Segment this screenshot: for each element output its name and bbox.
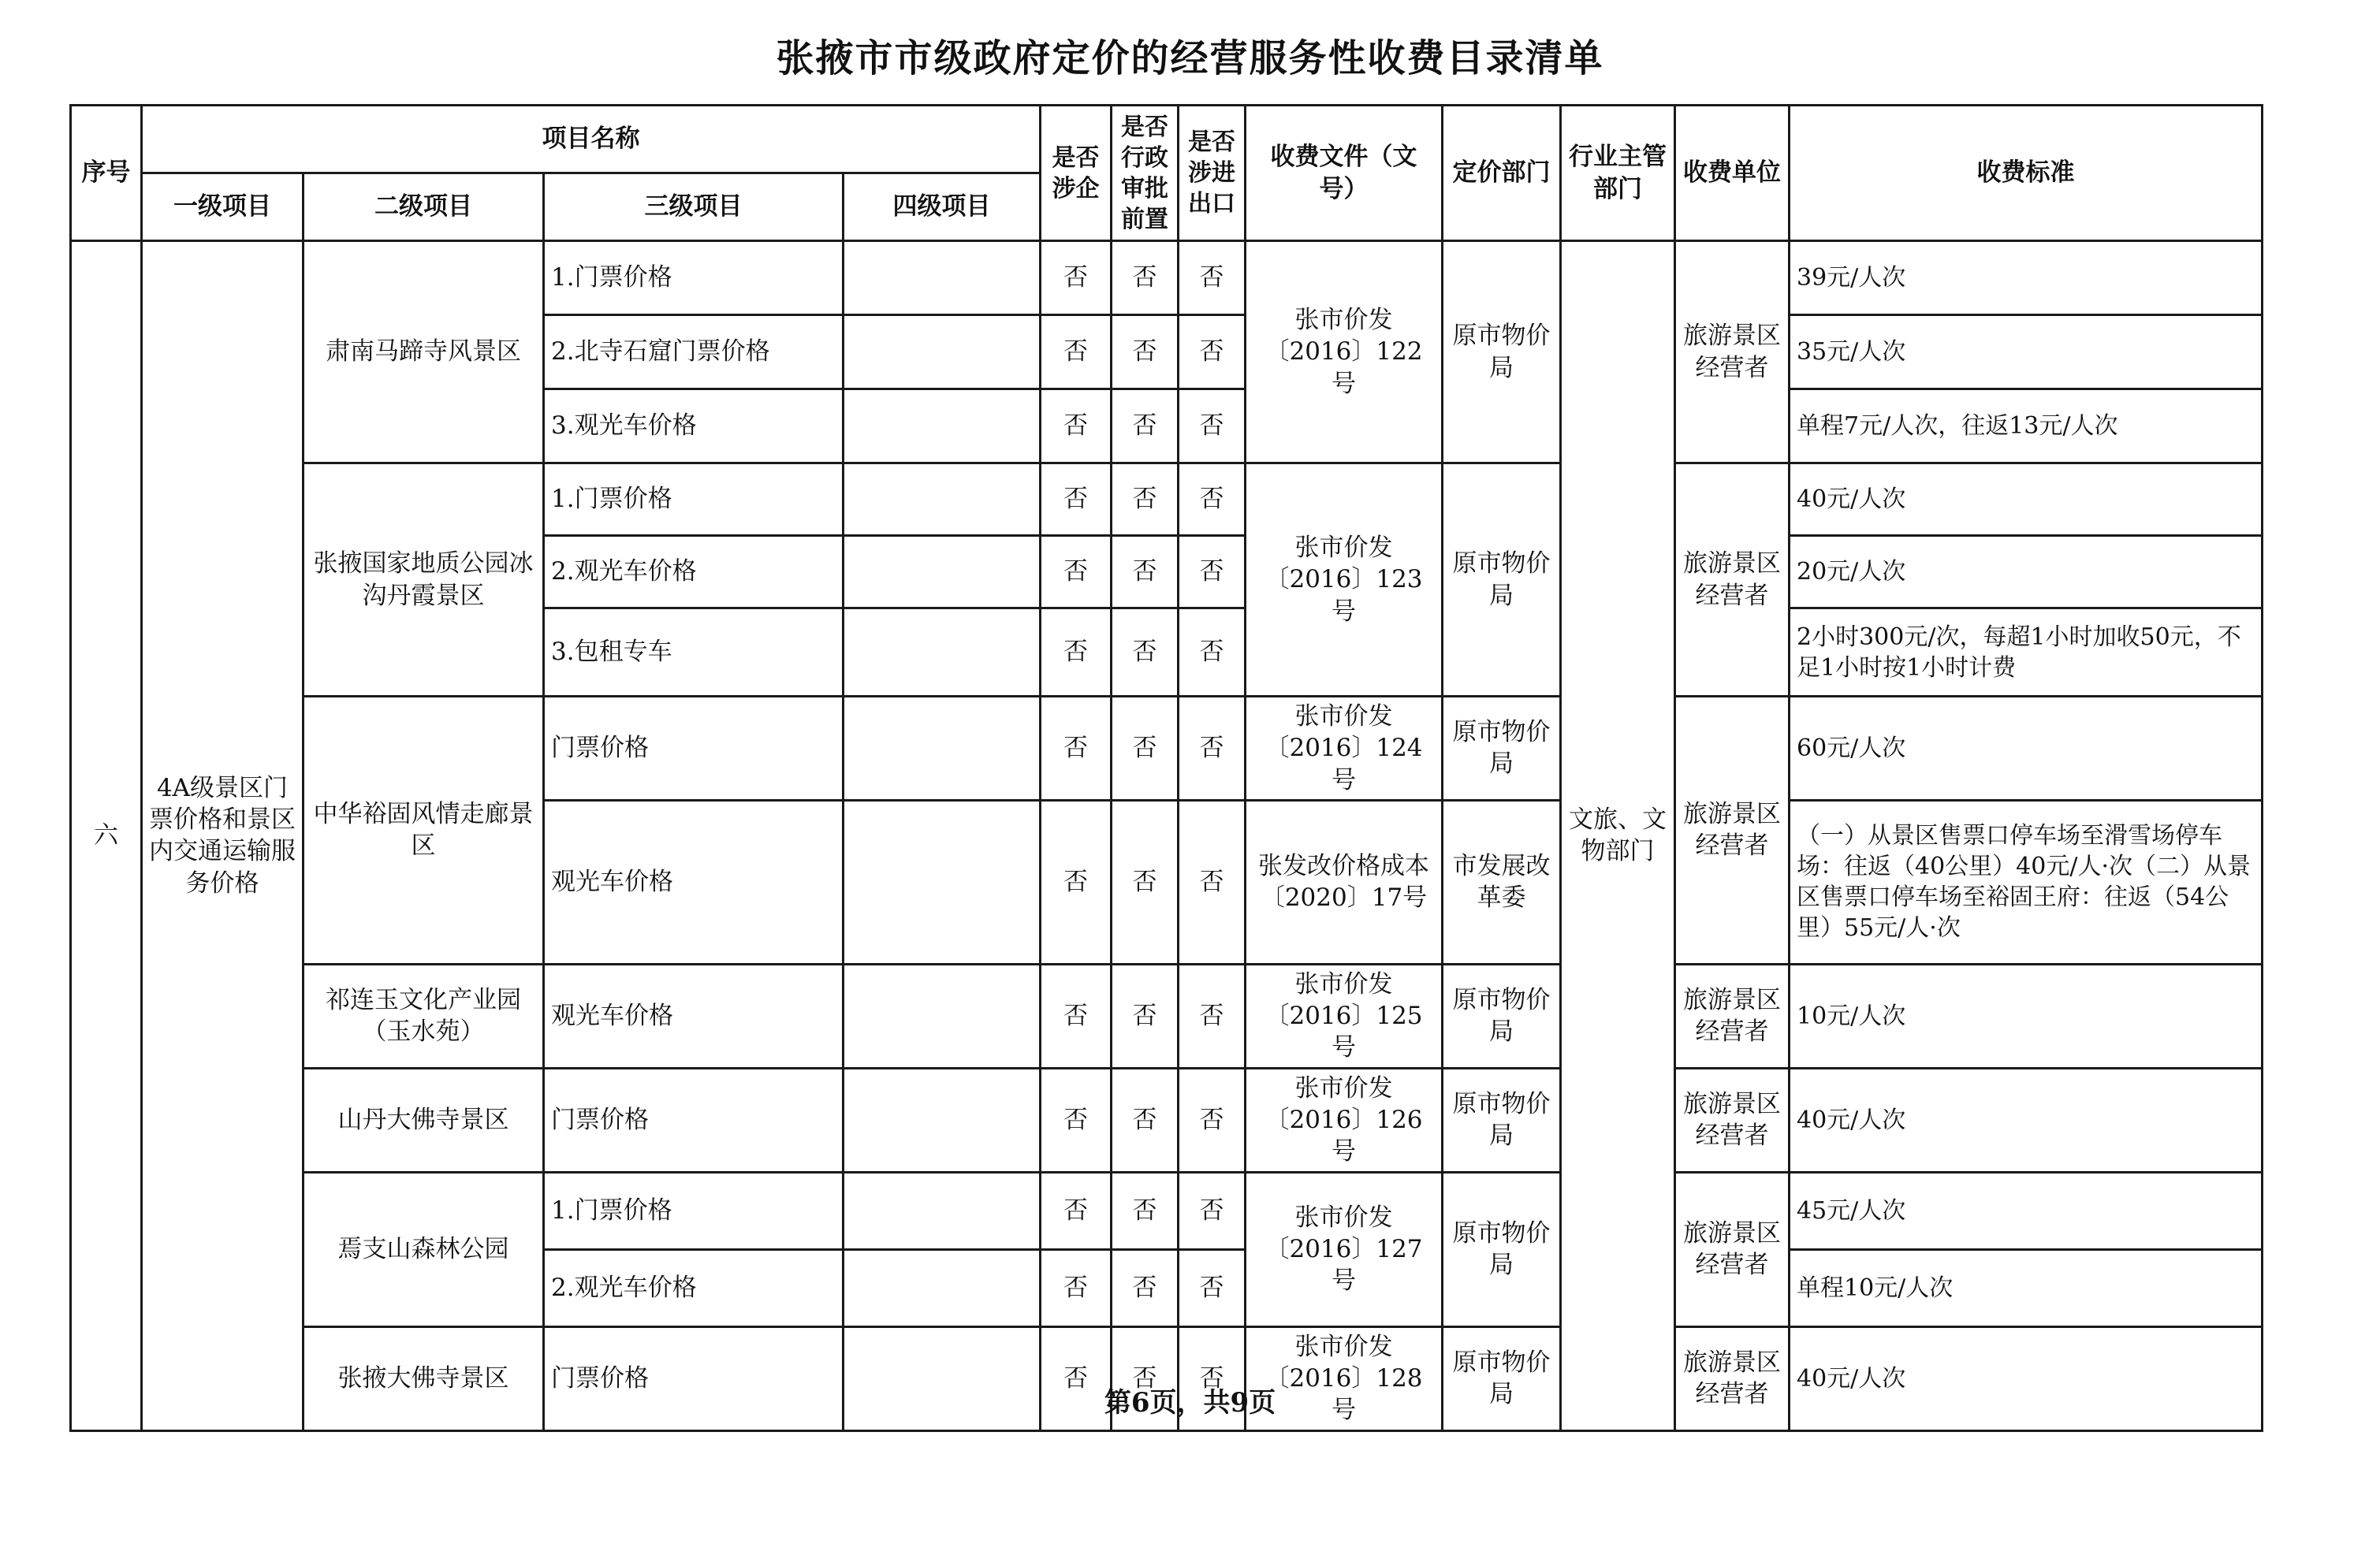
fee-standard-cell: 10元/人次 bbox=[1790, 964, 2263, 1068]
fee-document-cell: 张市价发〔2016〕128号 bbox=[1246, 1326, 1443, 1430]
flag-import-export: 否 bbox=[1179, 608, 1246, 697]
fee-document-cell: 张市价发〔2016〕124号 bbox=[1246, 697, 1443, 801]
header-import-export: 是否涉进出口 bbox=[1179, 106, 1246, 241]
flag-import-export: 否 bbox=[1179, 964, 1246, 1068]
flag-approval: 否 bbox=[1112, 964, 1179, 1068]
fee-standard-cell: 单程7元/人次，往返13元/人次 bbox=[1790, 389, 2263, 463]
flag-import-export: 否 bbox=[1179, 389, 1246, 463]
pricing-dept-cell: 原市物价局 bbox=[1443, 697, 1561, 801]
collecting-unit-cell: 旅游景区经营者 bbox=[1675, 463, 1790, 697]
level4-cell bbox=[844, 697, 1041, 801]
fee-standard-cell: 60元/人次 bbox=[1790, 697, 2263, 801]
flag-import-export: 否 bbox=[1179, 1172, 1246, 1249]
flag-approval: 否 bbox=[1112, 241, 1179, 315]
fee-standard-cell: 40元/人次 bbox=[1790, 1068, 2263, 1172]
pricing-dept-cell: 原市物价局 bbox=[1443, 463, 1561, 697]
flag-enterprise: 否 bbox=[1041, 463, 1112, 536]
flag-approval: 否 bbox=[1112, 608, 1179, 697]
flag-approval: 否 bbox=[1112, 536, 1179, 608]
collecting-unit-cell: 旅游景区经营者 bbox=[1675, 964, 1790, 1068]
level4-cell bbox=[844, 389, 1041, 463]
flag-approval: 否 bbox=[1112, 389, 1179, 463]
fee-standard-cell: 单程10元/人次 bbox=[1790, 1249, 2263, 1326]
page-title: 张掖市市级政府定价的经营服务性收费目录清单 bbox=[776, 36, 1604, 80]
flag-approval: 否 bbox=[1112, 1249, 1179, 1326]
header-involves-enterprise: 是否涉企 bbox=[1041, 106, 1112, 241]
flag-import-export: 否 bbox=[1179, 315, 1246, 389]
fee-document-cell: 张发改价格成本〔2020〕17号 bbox=[1246, 800, 1443, 964]
level4-cell bbox=[844, 608, 1041, 697]
level3-cell: 门票价格 bbox=[544, 697, 844, 801]
level3-cell: 3.包租专车 bbox=[544, 608, 844, 697]
level2-cell: 张掖大佛寺景区 bbox=[304, 1326, 544, 1430]
collecting-unit-cell: 旅游景区经营者 bbox=[1675, 1068, 1790, 1172]
flag-import-export: 否 bbox=[1179, 1249, 1246, 1326]
level4-cell bbox=[844, 1068, 1041, 1172]
table-row bbox=[71, 463, 2263, 536]
header-collecting-unit: 收费单位 bbox=[1675, 106, 1790, 241]
fee-catalog-table bbox=[69, 104, 2263, 1432]
table-row bbox=[71, 1172, 2263, 1249]
flag-enterprise: 否 bbox=[1041, 964, 1112, 1068]
table-row bbox=[71, 1068, 2263, 1172]
flag-enterprise: 否 bbox=[1041, 608, 1112, 697]
level3-cell: 门票价格 bbox=[544, 1326, 844, 1430]
header-fee-document: 收费文件（文号） bbox=[1246, 106, 1443, 241]
level3-cell: 1.门票价格 bbox=[544, 1172, 844, 1249]
table-row bbox=[71, 241, 2263, 315]
header-industry-dept: 行业主管部门 bbox=[1561, 106, 1675, 241]
level2-cell: 山丹大佛寺景区 bbox=[304, 1068, 544, 1172]
flag-import-export: 否 bbox=[1179, 697, 1246, 801]
flag-approval: 否 bbox=[1112, 697, 1179, 801]
flag-enterprise: 否 bbox=[1041, 1172, 1112, 1249]
fee-standard-cell: 20元/人次 bbox=[1790, 536, 2263, 608]
level2-cell: 中华裕固风情走廊景区 bbox=[304, 697, 544, 965]
page-number: 第6页，共9页 bbox=[1104, 1387, 1276, 1419]
level3-cell: 观光车价格 bbox=[544, 800, 844, 964]
fee-document-cell: 张市价发〔2016〕126号 bbox=[1246, 1068, 1443, 1172]
level3-cell: 观光车价格 bbox=[544, 964, 844, 1068]
flag-enterprise: 否 bbox=[1041, 800, 1112, 964]
flag-enterprise: 否 bbox=[1041, 1068, 1112, 1172]
flag-enterprise: 否 bbox=[1041, 241, 1112, 315]
fee-standard-cell: 39元/人次 bbox=[1790, 241, 2263, 315]
flag-import-export: 否 bbox=[1179, 1326, 1246, 1430]
header-admin-approval: 是否行政审批前置 bbox=[1112, 106, 1179, 241]
level4-cell bbox=[844, 536, 1041, 608]
fee-standard-cell: 35元/人次 bbox=[1790, 315, 2263, 389]
flag-enterprise: 否 bbox=[1041, 536, 1112, 608]
fee-standard-cell: 2小时300元/次，每超1小时加收50元，不足1小时按1小时计费 bbox=[1790, 608, 2263, 697]
flag-approval: 否 bbox=[1112, 1172, 1179, 1249]
level4-cell bbox=[844, 800, 1041, 964]
collecting-unit-cell: 旅游景区经营者 bbox=[1675, 1172, 1790, 1326]
flag-enterprise: 否 bbox=[1041, 697, 1112, 801]
level3-cell: 3.观光车价格 bbox=[544, 389, 844, 463]
pricing-dept-cell: 原市物价局 bbox=[1443, 1326, 1561, 1430]
header-level2: 二级项目 bbox=[304, 173, 544, 241]
flag-enterprise: 否 bbox=[1041, 389, 1112, 463]
fee-standard-cell: 45元/人次 bbox=[1790, 1172, 2263, 1249]
table-row bbox=[71, 697, 2263, 801]
level2-cell: 焉支山森林公园 bbox=[304, 1172, 544, 1326]
header-level4: 四级项目 bbox=[844, 173, 1041, 241]
flag-enterprise: 否 bbox=[1041, 315, 1112, 389]
flag-import-export: 否 bbox=[1179, 800, 1246, 964]
header-fee-standard: 收费标准 bbox=[1790, 106, 2263, 241]
level3-cell: 1.门票价格 bbox=[544, 463, 844, 536]
level2-cell: 肃南马蹄寺风景区 bbox=[304, 241, 544, 463]
fee-standard-cell: 40元/人次 bbox=[1790, 1326, 2263, 1430]
flag-import-export: 否 bbox=[1179, 536, 1246, 608]
header-seq: 序号 bbox=[71, 106, 142, 241]
flag-import-export: 否 bbox=[1179, 1068, 1246, 1172]
flag-approval: 否 bbox=[1112, 800, 1179, 964]
level3-cell: 2.观光车价格 bbox=[544, 1249, 844, 1326]
header-pricing-dept: 定价部门 bbox=[1443, 106, 1561, 241]
level2-cell: 祁连玉文化产业园（玉水苑） bbox=[304, 964, 544, 1068]
level3-cell: 2.观光车价格 bbox=[544, 536, 844, 608]
header-project-name: 项目名称 bbox=[142, 106, 1041, 173]
pricing-dept-cell: 原市物价局 bbox=[1443, 241, 1561, 463]
level4-cell bbox=[844, 1249, 1041, 1326]
pricing-dept-cell: 原市物价局 bbox=[1443, 964, 1561, 1068]
flag-import-export: 否 bbox=[1179, 463, 1246, 536]
section-level1: 4A级景区门票价格和景区内交通运输服务价格 bbox=[142, 241, 304, 1431]
fee-standard-cell: 40元/人次 bbox=[1790, 463, 2263, 536]
flag-import-export: 否 bbox=[1179, 241, 1246, 315]
pricing-dept-cell: 原市物价局 bbox=[1443, 1068, 1561, 1172]
flag-enterprise: 否 bbox=[1041, 1249, 1112, 1326]
level4-cell bbox=[844, 1172, 1041, 1249]
collecting-unit-cell: 旅游景区经营者 bbox=[1675, 241, 1790, 463]
table-row bbox=[71, 964, 2263, 1068]
flag-approval: 否 bbox=[1112, 1326, 1179, 1430]
fee-standard-cell: （一）从景区售票口停车场至滑雪场停车场：往返（40公里）40元/人·次（二）从景区售票口停车场至裕固王府：往返（54公里）55元/人·次 bbox=[1790, 800, 2263, 964]
level4-cell bbox=[844, 964, 1041, 1068]
pricing-dept-cell: 原市物价局 bbox=[1443, 1172, 1561, 1326]
flag-approval: 否 bbox=[1112, 463, 1179, 536]
industry-dept-cell: 文旅、文物部门 bbox=[1561, 241, 1675, 1431]
collecting-unit-cell: 旅游景区经营者 bbox=[1675, 1326, 1790, 1430]
level4-cell bbox=[844, 241, 1041, 315]
collecting-unit-cell: 旅游景区经营者 bbox=[1675, 697, 1790, 965]
pricing-dept-cell: 市发展改革委 bbox=[1443, 800, 1561, 964]
level3-cell: 门票价格 bbox=[544, 1068, 844, 1172]
level4-cell bbox=[844, 463, 1041, 536]
fee-document-cell: 张市价发〔2016〕125号 bbox=[1246, 964, 1443, 1068]
header-level1: 一级项目 bbox=[142, 173, 304, 241]
level4-cell bbox=[844, 315, 1041, 389]
fee-document-cell: 张市价发〔2016〕123号 bbox=[1246, 463, 1443, 697]
section-seq: 六 bbox=[71, 241, 142, 1431]
level2-cell: 张掖国家地质公园冰沟丹霞景区 bbox=[304, 463, 544, 697]
flag-approval: 否 bbox=[1112, 315, 1179, 389]
level3-cell: 2.北寺石窟门票价格 bbox=[544, 315, 844, 389]
flag-enterprise: 否 bbox=[1041, 1326, 1112, 1430]
fee-document-cell: 张市价发〔2016〕122号 bbox=[1246, 241, 1443, 463]
header-level3: 三级项目 bbox=[544, 173, 844, 241]
level3-cell: 1.门票价格 bbox=[544, 241, 844, 315]
flag-approval: 否 bbox=[1112, 1068, 1179, 1172]
fee-document-cell: 张市价发〔2016〕127号 bbox=[1246, 1172, 1443, 1326]
